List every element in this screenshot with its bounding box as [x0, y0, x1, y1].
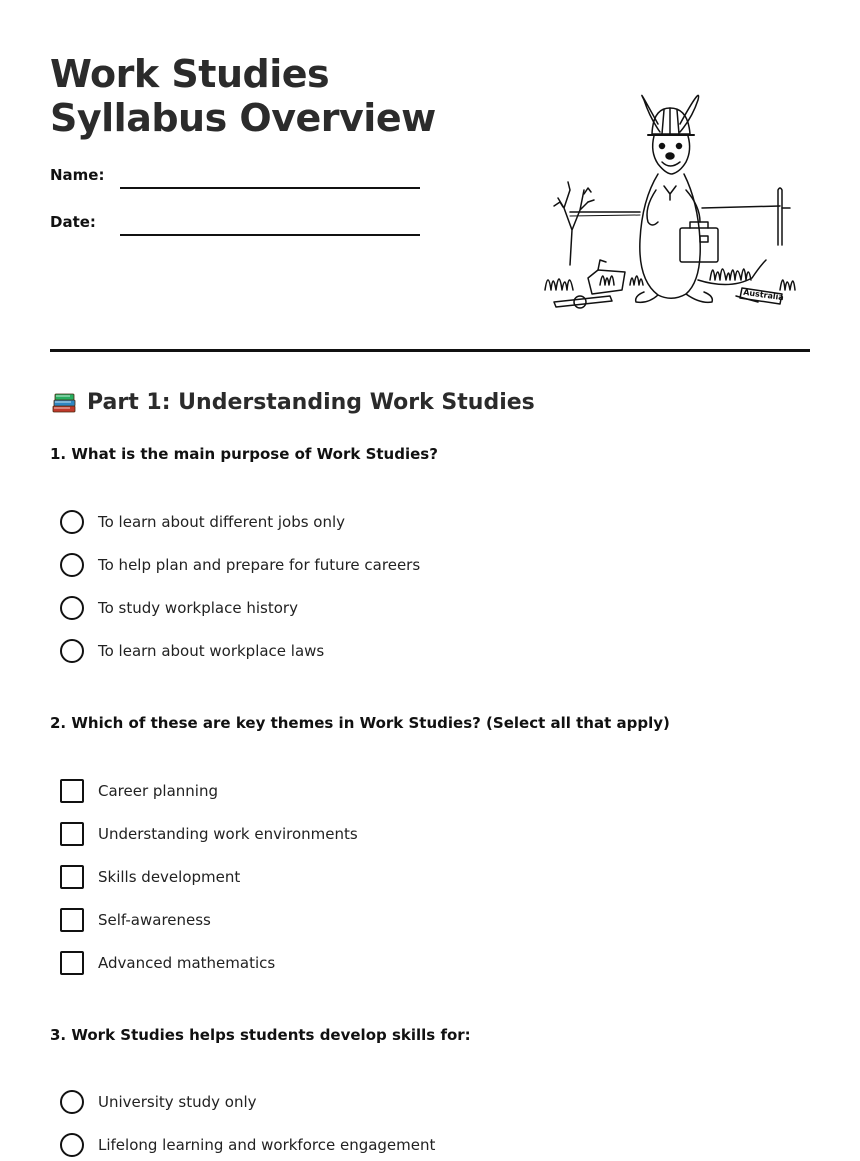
question-3-text: 3. Work Studies helps students develop skills for: — [50, 1026, 471, 1044]
checkbox[interactable] — [60, 908, 84, 932]
option-label: To study workplace history — [98, 599, 298, 617]
q1-option-4[interactable] — [60, 638, 324, 664]
q2-option-1[interactable] — [60, 778, 218, 804]
option-label: To learn about different jobs only — [98, 513, 346, 531]
checkbox[interactable] — [60, 865, 84, 889]
q1-option-3[interactable] — [60, 595, 298, 621]
name-field[interactable] — [120, 187, 420, 189]
q3-option-1[interactable] — [60, 1089, 257, 1115]
q1-option-2[interactable] — [60, 552, 420, 578]
question-1-text: 1. What is the main purpose of Work Studies? — [50, 445, 438, 463]
q3-option-2[interactable] — [60, 1132, 435, 1158]
q2-option-2[interactable] — [60, 821, 358, 847]
q2-option-3[interactable] — [60, 864, 240, 890]
australia-sign-text: Australia — [742, 287, 785, 303]
books-icon — [50, 388, 78, 416]
page-title: Work Studies Syllabus Overview — [50, 52, 436, 140]
checkbox[interactable] — [60, 951, 84, 975]
radio-button[interactable] — [60, 596, 84, 620]
date-label: Date: — [50, 213, 96, 231]
option-label: Understanding work environments — [98, 825, 358, 843]
kangaroo-worker-illustration — [540, 90, 810, 315]
radio-button[interactable] — [60, 1133, 84, 1157]
name-label: Name: — [50, 166, 105, 184]
q1-option-1[interactable] — [60, 509, 345, 535]
radio-button[interactable] — [60, 510, 84, 534]
q2-option-4[interactable] — [60, 907, 211, 933]
option-label: To learn about workplace laws — [98, 642, 325, 660]
option-label: Advanced mathematics — [98, 954, 276, 972]
part-1-heading — [50, 388, 535, 416]
option-label: Lifelong learning and workforce engagement — [98, 1136, 436, 1154]
option-label: Skills development — [98, 868, 241, 886]
checkbox[interactable] — [60, 779, 84, 803]
option-label: To help plan and prepare for future careers — [98, 556, 421, 574]
radio-button[interactable] — [60, 1090, 84, 1114]
option-label: Self-awareness — [98, 911, 211, 929]
section-divider — [50, 349, 810, 352]
checkbox[interactable] — [60, 822, 84, 846]
part-1-heading-text: Part 1: Understanding Work Studies — [87, 389, 535, 415]
question-2-text: 2. Which of these are key themes in Work Studies? (Select all that apply) — [50, 714, 670, 732]
q2-option-5[interactable] — [60, 950, 275, 976]
radio-button[interactable] — [60, 639, 84, 663]
option-label: Career planning — [98, 782, 218, 800]
radio-button[interactable] — [60, 553, 84, 577]
date-field[interactable] — [120, 234, 420, 236]
option-label: University study only — [98, 1093, 257, 1111]
